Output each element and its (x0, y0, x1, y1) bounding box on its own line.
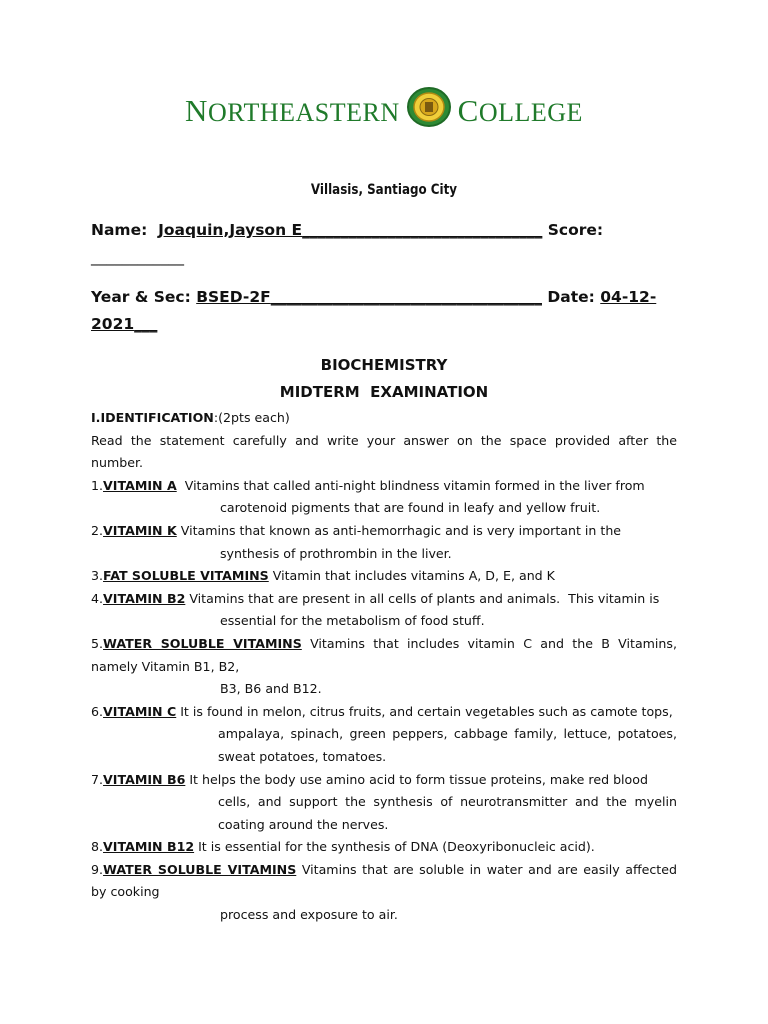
item-number: 3. (91, 568, 104, 584)
item-answer: VITAMIN C (103, 703, 177, 719)
item-continuation: coating around the nerves. (218, 816, 389, 832)
item-1 (91, 475, 677, 498)
item-number: 7. (91, 771, 104, 787)
date-value-b: 2021___ (91, 315, 158, 333)
score-blank: ____________ (91, 248, 184, 266)
item-continuation: process and exposure to air. (220, 907, 398, 923)
item-number: 4. (91, 590, 104, 606)
item-continuation: sweat potatoes, tomatoes. (218, 748, 387, 764)
item-statement: Vitamin that includes vitamins A, D, E, and K (268, 568, 555, 584)
name-label: Name: (91, 221, 148, 239)
score-label: Score: (547, 221, 604, 239)
year-value: BSED-2F___________________________________ (196, 288, 542, 306)
item-8 (91, 836, 677, 859)
section-heading: I.IDENTIFICATION:(2pts each) (91, 410, 290, 425)
name-value: Joaquin,Jayson E_______________________________ (158, 221, 543, 239)
item-answer: FAT SOLUBLE VITAMINS (103, 568, 269, 584)
item-number: 6. (91, 703, 104, 719)
item-answer: VITAMIN K (103, 522, 177, 538)
logo-text-left: NORTHEASTERN (185, 92, 400, 128)
item-statement-wrap: namely Vitamin B1, B2, (91, 658, 240, 674)
item-statement: It helps the body use amino acid to form tissue proteins, make red blood (185, 771, 648, 787)
item-statement: It is found in melon, citrus fruits, and certain vegetables such as camote tops, (176, 703, 673, 719)
item-answer: VITAMIN B12 (103, 839, 195, 855)
item-continuation: essential for the metabolism of food stuff. (220, 613, 485, 629)
item-number: 8. (91, 839, 104, 855)
item-3 (91, 565, 677, 588)
item-continuation: B3, B6 and B12. (220, 681, 322, 697)
item-statement-wrap: by cooking (91, 884, 160, 900)
exam-title: MIDTERM EXAMINATION (279, 383, 489, 401)
date-value-a: 04-12- (600, 288, 657, 306)
item-9 (91, 859, 677, 882)
item-continuation: carotenoid pigments that are found in leafy and yellow fruit. (220, 500, 601, 516)
item-answer: VITAMIN B6 (103, 771, 186, 787)
item-number: 1. (91, 477, 104, 493)
item-4 (91, 588, 677, 611)
instruction-line: Read the statement carefully and write your answer on the space provided after the (91, 432, 677, 448)
logo-text-right: COLLEGE (457, 92, 583, 128)
item-number: 2. (91, 522, 104, 538)
item-statement: Vitamins that are present in all cells of plants and animals. This vitamin is (185, 590, 660, 606)
exam-subject: BIOCHEMISTRY (320, 356, 448, 374)
year-label: Year & Sec: (91, 288, 191, 306)
item-statement: It is essential for the synthesis of DNA (Deoxyribonucleic acid). (194, 839, 595, 855)
item-6 (91, 701, 677, 724)
college-logo (0, 86, 768, 135)
year-date-field (91, 284, 691, 338)
item-list (91, 475, 677, 927)
item-statement: Vitamins that are soluble in water and are easily affected (296, 861, 677, 877)
item-number: 5. (91, 635, 104, 651)
item-7 (91, 769, 677, 792)
item-answer: WATER SOLUBLE VITAMINS (103, 635, 302, 651)
item-continuation: synthesis of prothrombin in the liver. (220, 545, 452, 561)
item-number: 9. (91, 861, 104, 877)
item-statement: Vitamins that known as anti-hemorrhagic and is very important in the (176, 522, 622, 538)
item-answer: VITAMIN B2 (103, 590, 186, 606)
item-5 (91, 633, 677, 656)
item-2 (91, 520, 677, 543)
item-statement: Vitamins that includes vitamin C and the B Vitamins, (301, 635, 677, 651)
college-seal-icon (406, 86, 452, 135)
college-location: Villasis, Santiago City (310, 182, 458, 198)
item-statement: Vitamins that called anti-night blindness vitamin formed in the liver from (176, 477, 645, 493)
name-score-field (91, 217, 691, 271)
exam-body (91, 407, 677, 927)
date-label: Date: (547, 288, 595, 306)
instruction-line: number. (91, 455, 143, 471)
item-answer: WATER SOLUBLE VITAMINS (103, 861, 297, 877)
item-continuation: ampalaya, spinach, green peppers, cabbage family, lettuce, potatoes, (218, 726, 677, 742)
item-answer: VITAMIN A (103, 477, 177, 493)
item-continuation: cells, and support the synthesis of neurotransmitter and the myelin (218, 794, 677, 810)
